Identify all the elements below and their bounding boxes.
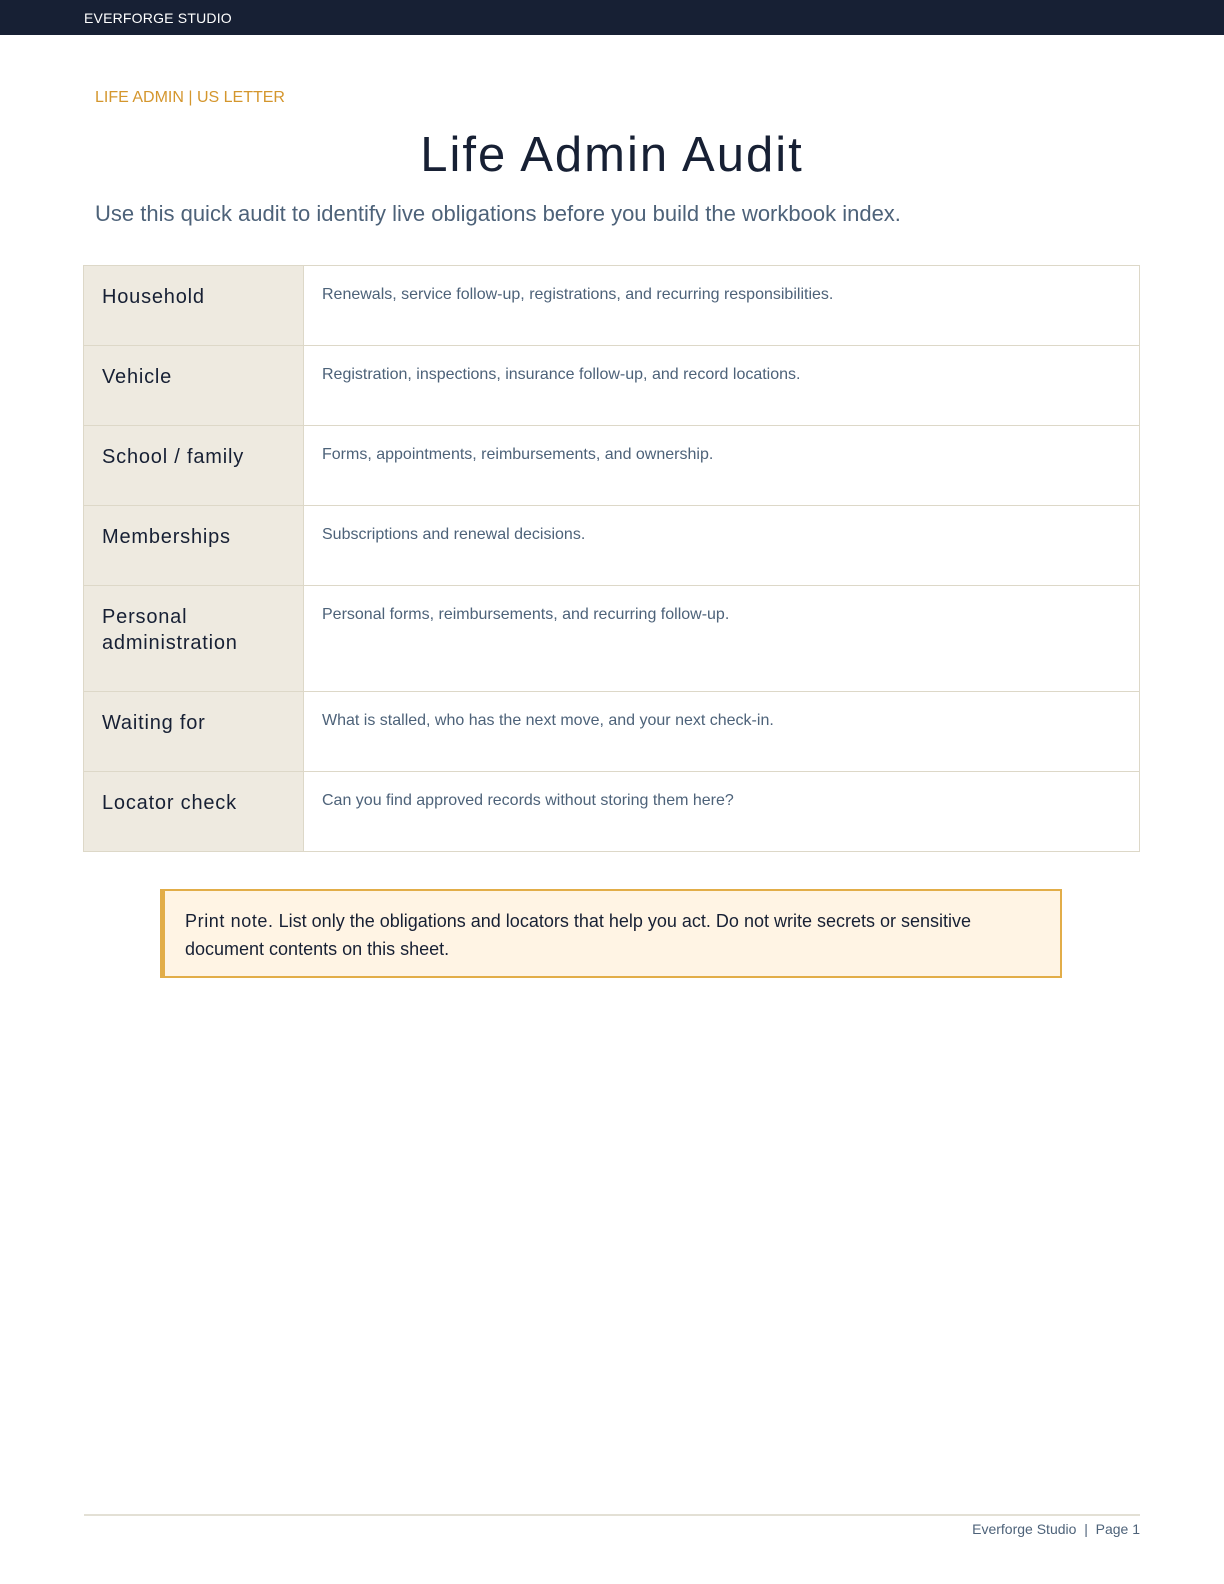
footer-divider: [84, 1514, 1140, 1516]
audit-category: School / family: [84, 426, 304, 506]
audit-category: Waiting for: [84, 692, 304, 772]
eyebrow-label: LIFE ADMIN | US LETTER: [95, 89, 285, 106]
brand-name: EVERFORGE STUDIO: [84, 10, 232, 26]
print-note-label: Print note.: [185, 911, 274, 931]
page-number: Page 1: [1095, 1521, 1140, 1537]
footer-separator: |: [1076, 1521, 1096, 1537]
audit-row-waiting-for: [84, 692, 1140, 772]
audit-row-locator-check: [84, 772, 1140, 852]
footer-brand: Everforge Studio: [972, 1521, 1077, 1537]
audit-description: Personal forms, reimbursements, and recurring follow-up.: [304, 586, 1140, 692]
audit-row-vehicle: [84, 346, 1140, 426]
audit-category: Household: [84, 266, 304, 346]
page-footer: [972, 1521, 1140, 1537]
top-bar: [0, 0, 1224, 35]
page-subtitle: Use this quick audit to identify live obligations before you build the workbook index.: [95, 201, 901, 226]
audit-category: Vehicle: [84, 346, 304, 426]
audit-row-memberships: [84, 506, 1140, 586]
audit-row-personal-administration: [84, 586, 1140, 692]
audit-description: Renewals, service follow-up, registrations, and recurring responsibilities.: [304, 266, 1140, 346]
audit-description: Forms, appointments, reimbursements, and ownership.: [304, 426, 1140, 506]
audit-description: What is stalled, who has the next move, and your next check-in.: [304, 692, 1140, 772]
audit-row-school-family: [84, 426, 1140, 506]
audit-description: Can you find approved records without storing them here?: [304, 772, 1140, 852]
audit-row-household: [84, 266, 1140, 346]
print-note: [160, 889, 1062, 978]
audit-description: Subscriptions and renewal decisions.: [304, 506, 1140, 586]
page-title: Life Admin Audit: [420, 128, 804, 182]
audit-category: Personal administration: [84, 586, 304, 692]
audit-category: Locator check: [84, 772, 304, 852]
audit-description: Registration, inspections, insurance follow-up, and record locations.: [304, 346, 1140, 426]
audit-table: [83, 265, 1140, 852]
audit-category: Memberships: [84, 506, 304, 586]
print-note-text: List only the obligations and locators that help you act. Do not write secrets or sensitive document contents on this sheet.: [185, 911, 972, 959]
